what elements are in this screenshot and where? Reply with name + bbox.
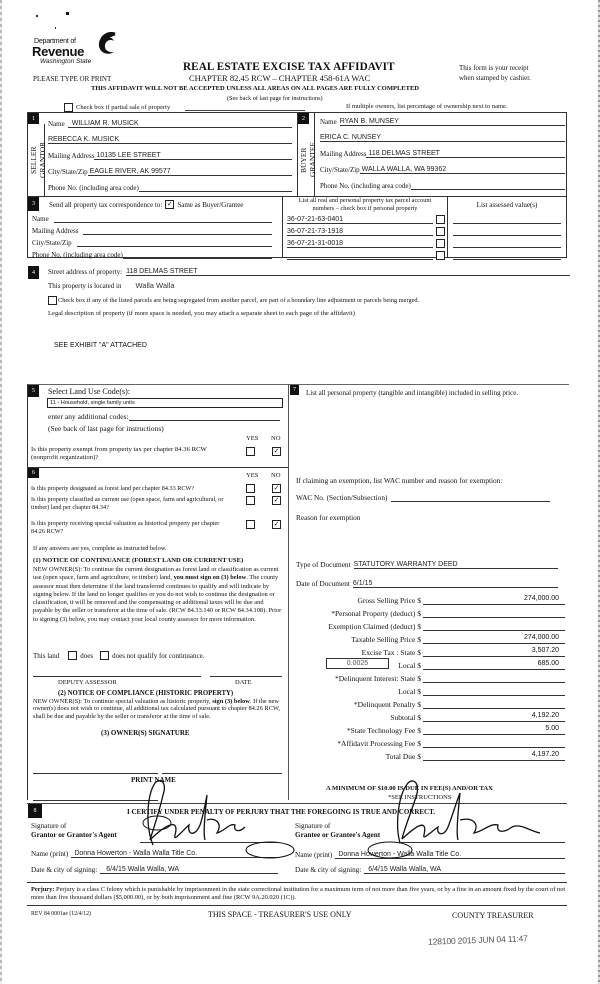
- grantee-name-print-field[interactable]: Donna Howerton - Walla Walla Title Co.: [335, 851, 565, 859]
- buyer-fields: [320, 112, 565, 190]
- date-label: DATE: [235, 679, 252, 686]
- assessed-value-field[interactable]: [453, 224, 561, 236]
- gross-selling-price-label: Gross Selling Price $: [357, 596, 421, 605]
- additional-codes-label: enter any additional codes:: [48, 412, 129, 421]
- see-back-instructions: (See back of last page for instructions): [48, 424, 164, 433]
- delinquent-interest-local-field[interactable]: [423, 686, 565, 696]
- taxable-selling-price-label: Taxable Selling Price $: [351, 635, 421, 644]
- exemption-label: If claiming an exemption, list WAC number and reason for exemption:: [296, 476, 503, 485]
- current-use-yes-checkbox[interactable]: [246, 496, 255, 505]
- notice-continuance-text-b: . The county assessor must then determine if the land transferred continues to qualify and will indicate by signing below. If the land no longer qualifies or you do not wish to continue the designation or classification, it will be removed and the compensating or additional taxes will be due and payable by the seller or transferor at the time of sale. (RCW 84.33.140 or RCW 84.34.108). Prior to signing (3) below, you may contact your local county assessor for more information.: [33, 574, 282, 623]
- agent-circle-left: [244, 840, 296, 860]
- grantor-name-print-field[interactable]: Donna Howerton - Walla Walla Title Co.: [71, 850, 278, 858]
- buyer-name-1-field[interactable]: RYAN B. MUNSEY: [340, 118, 565, 126]
- affidavit-processing-fee-field[interactable]: [423, 738, 565, 748]
- parcel-number-field[interactable]: 36-07-21-73-1918: [287, 228, 433, 236]
- parcel-number-field[interactable]: 36-07-21-63-0401: [287, 216, 433, 224]
- excise-tax-state-row: [290, 644, 570, 657]
- forest-land-yes-checkbox[interactable]: [246, 484, 255, 493]
- forest-land-no-checkbox[interactable]: ✓: [273, 484, 280, 492]
- form-number: REV 84 0001ae (12/4/12): [31, 911, 91, 917]
- section-number-2: 2: [298, 113, 309, 124]
- located-row: [48, 281, 175, 290]
- form-subtitle: CHAPTER 82.45 RCW – CHAPTER 458-61A WAC: [189, 73, 371, 83]
- personal-property-label: List all personal property (tangible and intangible) included in selling price.: [306, 389, 519, 397]
- does-label: does: [80, 651, 94, 660]
- wac-row: [296, 492, 550, 502]
- receipt-note-2: when stamped by cashier.: [459, 74, 531, 82]
- this-land-label: This land: [33, 651, 60, 660]
- grantee-date-city-label: Date & city of signing:: [295, 866, 362, 874]
- wac-field[interactable]: [391, 501, 550, 502]
- assessed-value-field[interactable]: [453, 213, 561, 224]
- exemption-claimed-label: Exemption Claimed (deduct) $: [328, 622, 421, 631]
- no-header: NO: [271, 435, 281, 442]
- divider: [185, 110, 305, 111]
- total-due-label: Total Due $: [385, 752, 421, 761]
- delinquent-interest-state-row: [290, 670, 570, 683]
- same-as-buyer-checkbox[interactable]: ✓: [166, 200, 173, 208]
- section-number-4: 4: [28, 266, 39, 279]
- corr-city-label: City/State/Zip: [32, 239, 72, 247]
- buyer-label: BUYER: [299, 147, 308, 173]
- nonprofit-exempt-question: Is this property exempt from property tax per chapter 84.36 RCW (nonprofit organization)?: [31, 446, 207, 461]
- perjury-bold-label: Perjury:: [31, 886, 55, 893]
- seller-phone-field[interactable]: [139, 191, 292, 192]
- notice-compliance-bold: sign (3) below: [212, 698, 250, 705]
- document-type-label: Type of Document: [296, 560, 351, 569]
- correspondence-fields: [32, 212, 272, 259]
- notice-continuance-text: [33, 566, 283, 624]
- subtotal-label: Subtotal $: [390, 713, 421, 722]
- please-type-note: PLEASE TYPE OR PRINT: [33, 75, 112, 83]
- seller-mailing-label: Mailing Address: [48, 152, 95, 160]
- date-line: [210, 676, 282, 677]
- exemption-claimed-field[interactable]: [423, 621, 565, 631]
- affidavit-processing-fee-label: *Affidavit Processing Fee $: [337, 739, 421, 748]
- divider: [27, 384, 28, 800]
- total-due-field[interactable]: 4,197.20: [423, 751, 565, 761]
- corr-phone-field[interactable]: [123, 258, 272, 259]
- assessed-header: List assessed value(s): [476, 201, 538, 209]
- historic-property-question: Is this property receiving special valuation as historical property per chapter 84.26 RCW?: [31, 520, 220, 535]
- land-use-label: Select Land Use Code(s):: [48, 387, 130, 396]
- buyer-city-field[interactable]: WALLA WALLA, WA 99362: [360, 166, 565, 174]
- print-name-label: PRINT NAME: [131, 776, 176, 784]
- excise-tax-state-label: Excise Tax : State $: [361, 648, 421, 657]
- dor-swirl-icon: [96, 32, 118, 56]
- parcel-header-line1: List all real and personal property tax parcel account: [298, 197, 432, 204]
- grantee-date-row: [295, 864, 565, 874]
- divider: [27, 905, 567, 906]
- scan-speck: [55, 27, 56, 29]
- see-back-note: (See back of last page for instructions): [227, 95, 323, 102]
- corr-phone-label: Phone No. (including area code): [32, 251, 123, 259]
- section-number-6: 6: [28, 468, 39, 478]
- does-not-label: does not qualify for continuance.: [112, 651, 205, 660]
- grantee-handwritten-signature: [380, 775, 545, 850]
- assessed-values: [453, 213, 561, 260]
- correspondence-label: Send all property tax correspondence to:: [49, 200, 163, 209]
- buyer-name-label: Name: [320, 118, 337, 126]
- notice-compliance-title: (2) NOTICE OF COMPLIANCE (HISTORIC PROPERTY): [58, 690, 234, 697]
- segregated-row: [48, 296, 419, 305]
- divider: [297, 112, 298, 196]
- seller-label: SELLER: [29, 146, 38, 174]
- county-treasurer-label: COUNTY TREASURER: [452, 911, 534, 920]
- assessed-value-field[interactable]: [453, 248, 561, 260]
- personal-property-checkbox[interactable]: [436, 251, 445, 260]
- personal-property-checkbox[interactable]: [436, 215, 445, 224]
- current-use-no-checkbox[interactable]: ✓: [273, 496, 280, 504]
- document-type-row: [296, 559, 558, 569]
- scan-speck: [66, 12, 69, 15]
- document-date-label: Date of Document: [296, 579, 350, 588]
- exemption-claimed-row: [290, 618, 570, 631]
- notice-continuance-text-a: NEW OWNER(S): To continue the current designation as forest land or classification as current use (open space, farm and agriculture, or timber) land,: [33, 566, 279, 582]
- logo-state: Washington State: [40, 58, 92, 65]
- grantor-handwritten-signature: [105, 775, 255, 850]
- seller-name-2-field[interactable]: REBECCA K. MUSICK: [48, 136, 292, 144]
- land-use-select[interactable]: 11 - Household, single family units: [47, 398, 283, 408]
- notice-compliance-text: [33, 698, 283, 720]
- corr-name-label: Name: [32, 215, 49, 223]
- street-address-label: Street address of property:: [48, 268, 123, 276]
- personal-property-deduct-row: [290, 605, 570, 618]
- scan-edge-left: [0, 0, 2, 984]
- state-technology-fee-label: *State Technology Fee $: [346, 726, 421, 735]
- section-number-5: 5: [28, 385, 39, 397]
- subtotal-row: [290, 709, 570, 722]
- grantee-signature-label-1: Signature of: [295, 822, 331, 830]
- current-use-question: Is this property classified as current use (open space, farm and agricultural, or timber) land per chapter 84.34?: [31, 496, 224, 511]
- forest-land-question: Is this property designated as forest land per chapter 84.33 RCW?: [31, 485, 195, 492]
- exemption-reason-label: Reason for exemption: [296, 513, 361, 522]
- yes-header: YES: [246, 435, 259, 442]
- grantor-name-print-label: Name (print): [31, 850, 69, 858]
- additional-codes-field[interactable]: [129, 420, 280, 421]
- perjury-statement: [31, 886, 567, 903]
- grantor-signature-label-2: Grantor or Grantor's Agent: [31, 831, 117, 839]
- if-yes-note: If any answers are yes, complete as instructed below.: [33, 545, 167, 552]
- seller-name-1-field[interactable]: WILLIAM R. MUSICK: [68, 120, 292, 128]
- form-title: REAL ESTATE EXCISE TAX AFFIDAVIT: [183, 61, 395, 73]
- grantee-signature-label: [295, 822, 380, 840]
- wac-label: WAC No. (Section/Subsection): [296, 493, 388, 502]
- logo-agency-line1: Department of: [34, 38, 76, 45]
- parcel-row: [287, 213, 447, 224]
- receipt-note-1: This form is your receipt: [459, 64, 529, 72]
- owner-signature-line[interactable]: [33, 773, 158, 774]
- corr-name-field[interactable]: [54, 222, 272, 223]
- parcel-number-field[interactable]: 36-07-21-31-0018: [287, 240, 433, 248]
- corr-city-field[interactable]: [77, 246, 272, 247]
- does-not-qualify-checkbox[interactable]: [100, 651, 109, 660]
- treasurer-use-only: THIS SPACE - TREASURER'S USE ONLY: [208, 910, 352, 919]
- delinquent-interest-state-label: *Delinquent Interest: State $: [334, 674, 421, 683]
- no-header: NO: [271, 472, 281, 479]
- section-number-8: 8: [28, 804, 42, 818]
- gross-selling-price-row: [290, 592, 570, 605]
- grantee-signature-label-2: Grantee or Grantee's Agent: [295, 831, 381, 839]
- personal-property-checkbox[interactable]: [436, 227, 445, 236]
- partial-sale-row: [64, 103, 170, 112]
- document-type-field[interactable]: STATUTORY WARRANTY DEED: [354, 561, 558, 569]
- completion-warning: THIS AFFIDAVIT WILL NOT BE ACCEPTED UNLESS ALL AREAS ON ALL PAGES ARE FULLY COMPLETED: [91, 85, 419, 92]
- multiple-owners-note: If multiple owners, list percentage of ownership next to name.: [346, 103, 508, 110]
- street-address-field[interactable]: 118 DELMAS STREET: [126, 268, 570, 276]
- parcel-row: [287, 236, 447, 248]
- deputy-assessor-label: DEPUTY ASSESSOR: [58, 679, 117, 686]
- state-technology-fee-row: [290, 722, 570, 735]
- excise-tax-local-label: Local $: [398, 661, 421, 670]
- grantee-label: GRANTEE: [308, 142, 317, 178]
- parcel-row: [287, 224, 447, 236]
- corr-mailing-label: Mailing Address: [32, 227, 79, 235]
- segregated-checkbox[interactable]: [48, 296, 57, 305]
- grantee-date-city-field[interactable]: 6/4/15 Walla Walla, WA: [364, 866, 565, 874]
- excise-tax-local-field[interactable]: 685.00: [423, 660, 565, 670]
- buyer-phone-field[interactable]: [411, 189, 565, 190]
- legal-description-value[interactable]: SEE EXHIBIT "A" ATTACHED: [54, 342, 147, 349]
- buyer-name-2-field[interactable]: ERICA C. NUNSEY: [320, 134, 565, 142]
- tax-calculation: [290, 592, 570, 761]
- parcel-header: [283, 197, 447, 213]
- buyer-mailing-label: Mailing Address: [320, 150, 367, 158]
- grantor-date-city-field[interactable]: 6/4/15 Walla Walla, WA: [100, 866, 278, 874]
- treasurer-stamp: 128100 2015 JUN 04 11:47: [427, 933, 528, 947]
- located-label: This property is located in: [48, 281, 122, 290]
- seller-fields: [48, 114, 292, 192]
- nonprofit-no-checkbox[interactable]: ✓: [273, 447, 280, 455]
- owner-signature-title: (3) OWNER(S) SIGNATURE: [101, 729, 190, 737]
- partial-sale-checkbox[interactable]: [64, 103, 73, 112]
- seller-phone-label: Phone No. (including area code): [48, 184, 139, 192]
- personal-property-checkbox[interactable]: [436, 239, 445, 248]
- perjury-text: Perjury is a class C felony which is punishable by imprisonment in the state correctional institution for a maximum term of not more than five years, or by a fine in an amount fixed by the court of not more than five thousand dollars ($5,000.00), or by both imprisonment and fine (RCW 9A.20.020 (1C)).: [31, 886, 566, 902]
- taxable-selling-price-field[interactable]: 274,000.00: [423, 634, 565, 644]
- grantor-label: GRANTOR: [38, 141, 47, 179]
- yes-header: YES: [246, 472, 259, 479]
- dor-logo: [30, 32, 110, 70]
- seller-grantor-label: [29, 128, 47, 192]
- total-due-row: [290, 748, 570, 761]
- legal-description-label: Legal description of property (if more space is needed, you may attach a separate sheet to each page of the affidavit): [48, 310, 355, 317]
- document-date-field[interactable]: 6/1/15: [353, 580, 558, 588]
- owner-signature-line[interactable]: [162, 773, 282, 774]
- notice-continuance-bold: you must sign on (3) below: [173, 574, 247, 582]
- additional-codes-row: [48, 411, 280, 421]
- delinquent-interest-local-label: Local $: [398, 687, 421, 696]
- section-number-3: 3: [28, 197, 39, 211]
- personal-property-deduct-field[interactable]: [423, 608, 565, 618]
- agent-circle-right: [365, 840, 415, 860]
- correspondence-row: [49, 200, 243, 209]
- notice-continuance-title: (1) NOTICE OF CONTINUANCE (FOREST LAND OR CURRENT USE): [33, 557, 244, 564]
- segregated-label: Check box if any of the listed parcels are being segregated from another parcel, are part of a boundary line adjustment or parcels being merged.: [58, 297, 420, 304]
- state-technology-fee-field[interactable]: 5.00: [423, 725, 565, 735]
- assessed-value-field[interactable]: [453, 236, 561, 248]
- logo-agency-name: Revenue: [32, 44, 85, 59]
- same-as-buyer-label: Same as Buyer/Grantee: [177, 200, 244, 209]
- partial-sale-label: Check box if partial sale of property: [76, 104, 171, 111]
- seller-city-field[interactable]: EAGLE RIVER, AK 99577: [88, 168, 292, 176]
- notice-compliance-text-b: . If the new owner(s) does not wish to continue, all additional tax calculated pursuant to chapter 84.26 RCW, shall be due and payable by the seller or transferor at the time of sale.: [33, 698, 280, 720]
- nonprofit-yes-checkbox[interactable]: [246, 447, 255, 456]
- grantor-signature-label-1: Signature of: [31, 822, 67, 830]
- affidavit-processing-fee-row: [290, 735, 570, 748]
- parcel-list: [287, 213, 447, 260]
- document-date-row: [296, 578, 558, 588]
- scan-speck: [36, 15, 38, 17]
- certify-statement: I CERTIFY UNDER PENALTY OF PERJURY THAT THE FOREGOING IS TRUE AND CORRECT.: [127, 808, 436, 816]
- personal-property-deduct-label: *Personal Property (deduct) $: [331, 609, 421, 618]
- grantee-name-row: [295, 849, 565, 859]
- delinquent-penalty-field[interactable]: [423, 699, 565, 709]
- minimum-fee-note: A MINIMUM OF $10.00 IS DUE IN FEE(S) AND/OR TAX: [326, 785, 493, 792]
- corr-mailing-field[interactable]: [83, 234, 272, 235]
- buyer-mailing-field[interactable]: 118 DELMAS STREET: [366, 150, 565, 158]
- divider: [27, 467, 288, 468]
- taxable-selling-price-row: [290, 631, 570, 644]
- delinquent-interest-local-row: [290, 683, 570, 696]
- gross-selling-price-field[interactable]: 274,000.00: [423, 595, 565, 605]
- excise-tax-state-field[interactable]: 3,507.20: [423, 647, 565, 657]
- divider: [288, 384, 289, 800]
- historic-yes-checkbox[interactable]: [246, 520, 255, 529]
- buyer-city-label: City/State/Zip: [320, 166, 360, 174]
- located-value[interactable]: Walla Walla: [135, 281, 175, 290]
- does-qualify-checkbox[interactable]: [68, 651, 77, 660]
- grantor-signature-label: [31, 822, 117, 840]
- see-instructions-note: *SEE INSTRUCTIONS: [388, 794, 452, 801]
- excise-tax-local-row: [290, 657, 570, 670]
- delinquent-penalty-label: *Delinquent Penalty $: [353, 700, 421, 709]
- deputy-assessor-line: [33, 676, 201, 677]
- parcel-header-line2: numbers – check box if personal property: [312, 205, 418, 212]
- section-number-7: 7: [290, 385, 299, 395]
- parcel-number-field[interactable]: [287, 259, 433, 260]
- seller-name-label: Name: [48, 120, 65, 128]
- seller-city-label: City/State/Zip: [48, 168, 88, 176]
- delinquent-penalty-row: [290, 696, 570, 709]
- grantee-name-print-label: Name (print): [295, 851, 333, 859]
- seller-mailing-field[interactable]: 10135 LEE STREET: [94, 152, 292, 160]
- continuance-row: [33, 651, 204, 660]
- notice-compliance-text-a: NEW OWNER(S): To continue special valuation as historic property,: [33, 698, 211, 705]
- buyer-phone-label: Phone No. (including area code): [320, 182, 411, 190]
- delinquent-interest-state-field[interactable]: [423, 673, 565, 683]
- street-address-row: [48, 265, 570, 276]
- parcel-row: [287, 248, 447, 260]
- section-number-1: 1: [28, 113, 39, 124]
- grantor-date-city-label: Date & city of signing:: [31, 866, 98, 874]
- historic-no-checkbox[interactable]: ✓: [273, 520, 280, 528]
- buyer-grantee-label: [299, 128, 317, 192]
- subtotal-field[interactable]: 4,192.20: [423, 712, 565, 722]
- local-rate-field[interactable]: 0.0025: [326, 658, 389, 669]
- divider: [27, 882, 567, 883]
- grantor-date-row: [31, 864, 278, 874]
